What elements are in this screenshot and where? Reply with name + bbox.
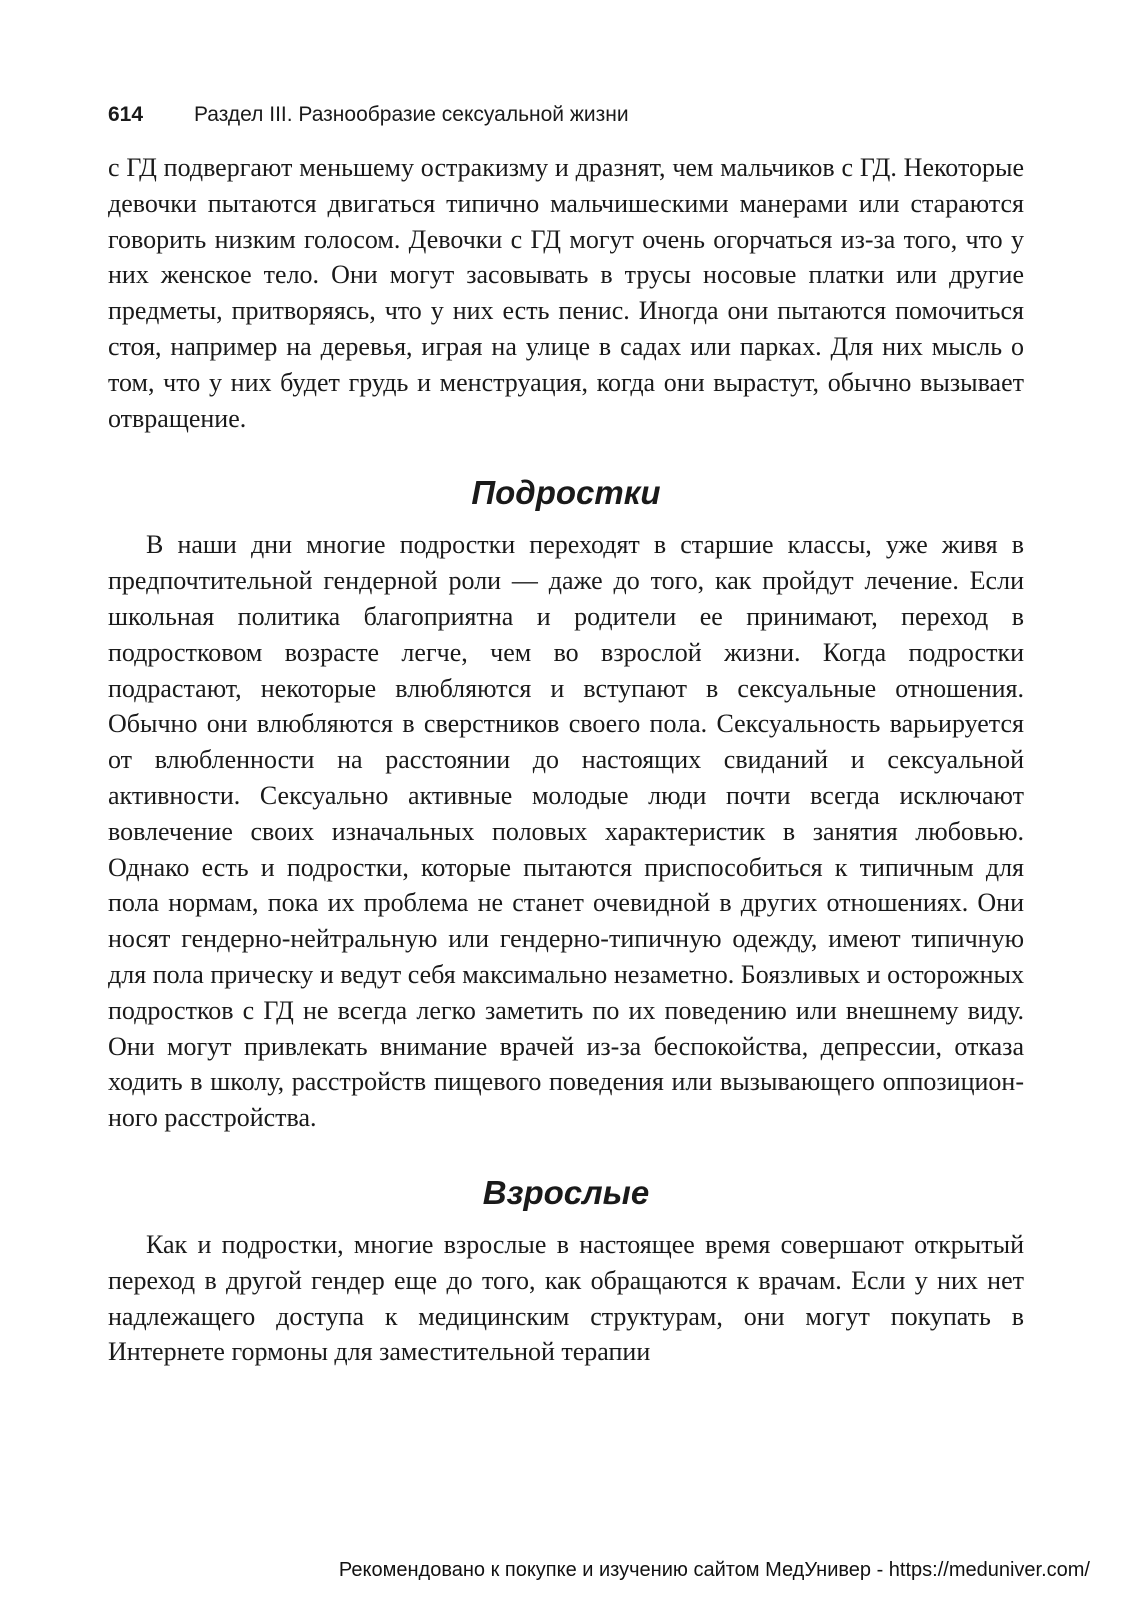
- paragraph-adults: Как и подростки, многие взрослые в настоящее время совершают открытый переход в другой гендер еще до того, как обращаются к врачам. Если у них нет надлежащего доступа к медицинским структурам, они могут покупать в Интернете гормоны для заместительной терапии: [108, 1229, 1024, 1367]
- book-page: [108, 100, 1024, 1370]
- heading-adolescents: Подростки: [471, 474, 661, 512]
- running-head: [108, 100, 1024, 130]
- paragraph-adolescents: В наши дни многие подростки переходят в старшие классы, уже живя в предпочтительной гендерной роли — даже до того, как пройдут лечение. Если школьная политика благоприятна и родители ее принимают, переход в подростковом возрасте легче, чем во взрослой жизни. Когда подростки подрастают, некоторые влюбляются и вступают в сексуальные отношения. Обычно они влюбляются в сверстников своего пола. Сексуальность варьируется от влюбленности на расстоянии до настоящих свиданий и сексуальной активности. Сексуально активные молодые люди почти всегда исключают вовлечение своих изначальных половых характеристик в занятия любовью. Однако есть и подростки, которые пытаются приспособиться к типичным для пола нормам, пока их проблема не станет очевидной в других отношениях. Они носят гендерно-нейтральную или гендерно-типичную одежду, имеют типичную для пола прическу и ведут себя максимально незаметно. Боязливых и осторожных подростков с ГД не всегда легко заметить по их поведению или внешнему виду. Они могут привлекать внимание врачей из-за беспокойства, депрессии, отказа ходить в школу, расстройств пищевого поведения или вызывающего оппозиционного расстройства.: [108, 530, 1024, 1133]
- section-title: Раздел III. Разнообразие сексуальной жизни: [194, 103, 629, 126]
- heading-adults: Взрослые: [482, 1173, 650, 1211]
- page-number: 614: [108, 103, 144, 126]
- paragraph-girls-gd: с ГД подвергают меньшему остракизму и дразнят, чем мальчиков с ГД. Некоторые девочки пытаются двигаться типично мальчишескими манерами или стараются говорить низким голосом. Девочки с ГД могут очень огорчаться из-за того, что у них женское тело. Они могут засовывать в трусы носовые платки или другие предметы, притворяясь, что у них есть пенис. Иногда они пытаются помочиться стоя, например на деревья, играя на улице в садах или парках. Для них мысль о том, что у них будет грудь и менструация, когда они вырастут, обычно вызывает отвращение.: [108, 153, 1024, 433]
- footer-recommendation: Рекомендовано к покупке и изучению сайтом МедУнивер - https://meduniver.com/: [338, 1559, 1090, 1581]
